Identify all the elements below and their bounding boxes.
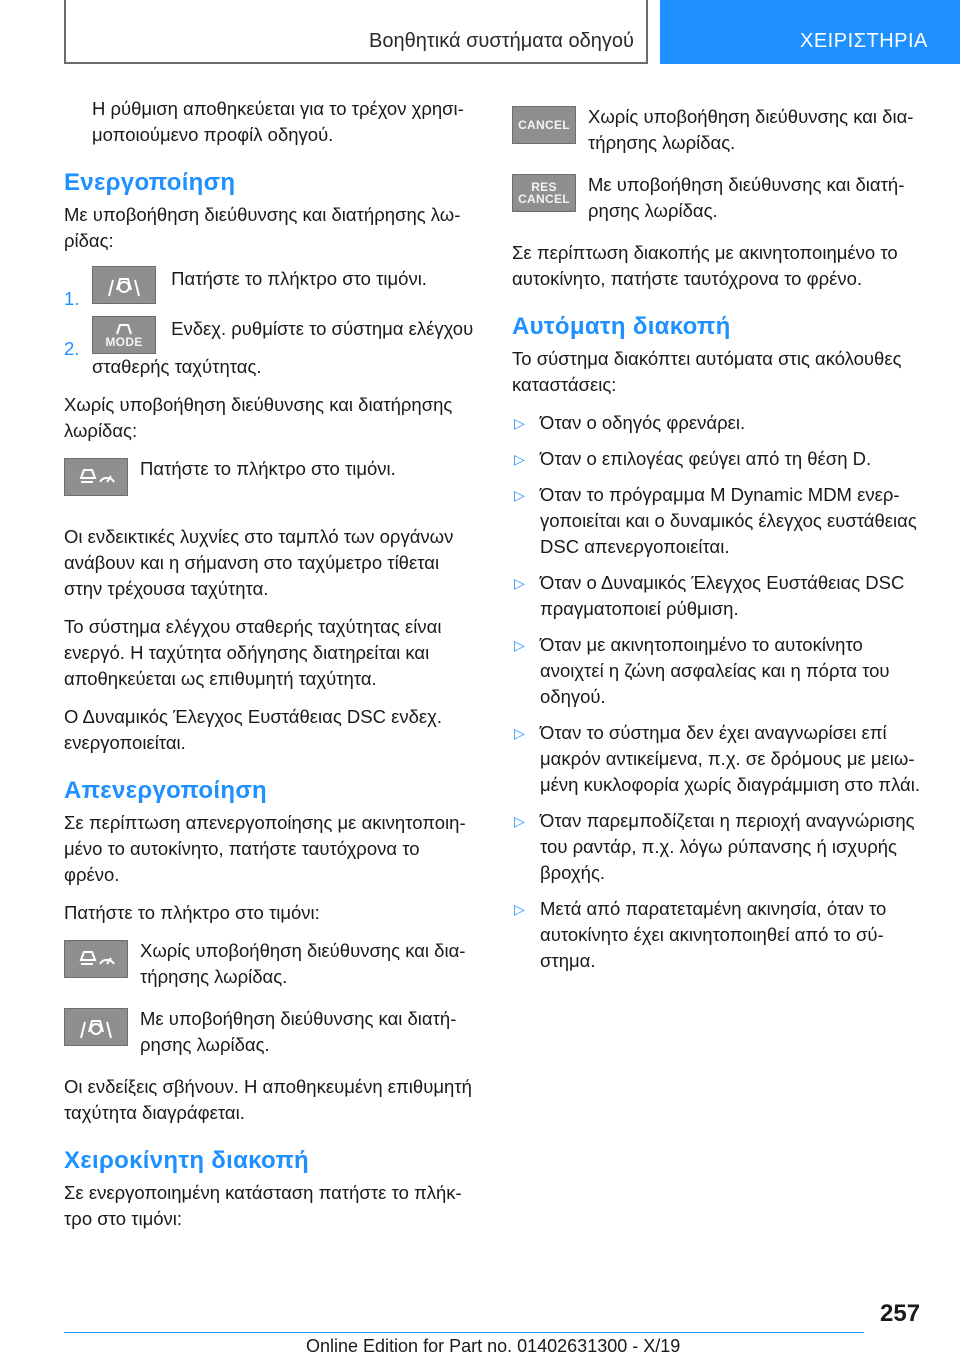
bullet-triangle-icon: ▷ bbox=[514, 725, 525, 741]
footer-edition: Online Edition for Part no. 01402631300 - X/19 bbox=[306, 1336, 681, 1356]
cancel-row bbox=[512, 104, 926, 156]
auto-interrupt-list bbox=[512, 410, 926, 974]
deactivation-option-1 bbox=[64, 938, 478, 990]
list-item: ▷ Όταν το σύστημα δεν έχει αναγνωρίσει επί μακρόν αντικείμενα, π.χ. σε δρόμους με μειωμένη κυκλοφορία χωρίς διαγράμμιση στο πλάι. bbox=[514, 722, 920, 795]
res-cancel-button-icon bbox=[512, 174, 576, 212]
right-paragraph-1: Σε περίπτωση διακοπής με ακινητοποιημένο το αυτοκίνητο, πατήστε ταυτόχρονα το φρένο. bbox=[512, 242, 898, 289]
activation-paragraph-2: Το σύστημα ελέγχου σταθερής ταχύτητας είναι ενεργό. Η ταχύτητα οδήγησης διατηρείται και αποθηκεύεται ως επιθυμητή ταχύτητα. bbox=[64, 616, 442, 689]
mode-button-label: MODE bbox=[105, 335, 143, 349]
deactivation-paragraph-3: Οι ενδείξεις σβήνουν. Η αποθηκευμένη επιθυμητή ταχύτητα διαγράφεται. bbox=[64, 1076, 472, 1123]
step-text: Ενδεχ. ρυθμίστε το σύστημα ελέγχου σταθερής ταχύτητας. bbox=[92, 318, 474, 377]
rescancel-text: Με υποβοήθηση διεύθυνσης και διατήρησης λωρίδας. bbox=[588, 174, 905, 221]
list-item: ▷ Όταν με ακινητοποιημένο το αυτοκίνητο ανοιχτεί η ζώνη ασφαλείας και η πόρτα του οδηγού. bbox=[514, 634, 890, 707]
header-section-box bbox=[64, 0, 648, 64]
list-item: ▷ Όταν παρεμποδίζεται η περιοχή αναγνώρισης του ραντάρ, π.χ. λόγω ρύπανσης ή ισχυρής βροχής. bbox=[514, 810, 915, 883]
step-number: 1. bbox=[64, 288, 80, 309]
manual-interrupt-heading: Χειροκίνητη διακοπή bbox=[64, 1147, 309, 1174]
activation-heading: Ενεργοποίηση bbox=[64, 169, 236, 196]
activation-lead: Με υποβοήθηση διεύθυνσης και διατήρησης λωρίδας: bbox=[64, 204, 461, 251]
bullet-triangle-icon: ▷ bbox=[514, 487, 525, 503]
cruise-control-button-icon bbox=[64, 458, 128, 496]
bullet-triangle-icon: ▷ bbox=[514, 637, 525, 653]
list-item: ▷ Όταν ο οδηγός φρενάρει. bbox=[512, 410, 926, 436]
page-number: 257 bbox=[880, 1300, 921, 1327]
footer-divider bbox=[64, 1332, 864, 1333]
list-item: ▷ Όταν το πρόγραμμα M Dynamic MDM ενεργοποιείται και ο δυναμικός έλεγχος ευστάθειας DSC απενεργοποιείται. bbox=[514, 484, 917, 557]
bullet-triangle-icon: ▷ bbox=[514, 901, 525, 917]
auto-interrupt-lead: Το σύστημα διακόπτει αυτόματα στις ακόλουθες καταστάσεις: bbox=[512, 348, 902, 395]
cancel-text: Χωρίς υποβοήθηση διεύθυνσης και διατήρησης λωρίδας. bbox=[588, 106, 914, 153]
steering-assist-button-icon bbox=[64, 1008, 128, 1046]
header-chapter-tab bbox=[660, 0, 960, 64]
list-item: ▷ Όταν ο επιλογέας φεύγει από τη θέση D. bbox=[512, 446, 926, 472]
bullet-triangle-icon: ▷ bbox=[514, 451, 525, 467]
activation-paragraph-3: Ο Δυναμικός Έλεγχος Ευστάθειας DSC ενδεχ. ενεργοποιείται. bbox=[64, 706, 442, 753]
bullet-triangle-icon: ▷ bbox=[514, 575, 525, 591]
left-column bbox=[64, 96, 478, 1244]
res-label: RES bbox=[531, 180, 557, 194]
without-assist-row bbox=[64, 456, 478, 508]
step-text: Πατήστε το πλήκτρο στο τιμόνι. bbox=[171, 268, 427, 289]
cancel-button-icon bbox=[512, 106, 576, 144]
activation-step-1 bbox=[64, 266, 478, 309]
right-column bbox=[512, 104, 926, 984]
deactivation-heading: Απενεργοποίηση bbox=[64, 777, 267, 804]
deactivation-paragraph-1: Σε περίπτωση απενεργοποίησης με ακινητοποιημένο το αυτοκίνητο, πατήστε ταυτόχρονα το φρένο. bbox=[64, 812, 466, 885]
manual-interrupt-paragraph: Σε ενεργοποιημένη κατάσταση πατήστε το πλήκτρο στο τιμόνι: bbox=[64, 1182, 462, 1229]
header-chapter-title: ΧΕΙΡΙΣΤΗΡΙΑ bbox=[800, 30, 928, 52]
list-item: ▷ Όταν ο Δυναμικός Έλεγχος Ευστάθειας DSC πραγματοποιεί ρύθμιση. bbox=[514, 572, 905, 619]
cancel-label: CANCEL bbox=[518, 192, 570, 206]
deactivation-option-2-text: Με υποβοήθηση διεύθυνσης και διατήρησης λωρίδας. bbox=[140, 1008, 457, 1055]
auto-interrupt-heading: Αυτόματη διακοπή bbox=[512, 313, 731, 340]
cancel-button-label: CANCEL bbox=[518, 118, 570, 132]
activation-paragraph-1: Οι ενδεικτικές λυχνίες στο ταμπλό των οργάνων ανάβουν και η σήμανση στο ταχύμετρο τίθεται στην τρέχουσα ταχύτητα. bbox=[64, 526, 454, 599]
deactivation-option-1-text: Χωρίς υποβοήθηση διεύθυνσης και διατήρησης λωρίδας. bbox=[140, 940, 466, 987]
rescancel-row bbox=[512, 172, 926, 224]
mode-button-icon bbox=[92, 316, 156, 354]
step-number: 2. bbox=[64, 338, 80, 359]
header-section-title: Βοηθητικά συστήματα οδηγού bbox=[369, 30, 634, 52]
deactivation-paragraph-2: Πατήστε το πλήκτρο στο τιμόνι: bbox=[64, 902, 320, 923]
without-assist-lead: Χωρίς υποβοήθηση διεύθυνσης και διατήρησης λωρίδας: bbox=[64, 394, 453, 441]
steering-assist-button-icon bbox=[92, 266, 156, 304]
bullet-triangle-icon: ▷ bbox=[514, 813, 525, 829]
without-assist-text: Πατήστε το πλήκτρο στο τιμόνι. bbox=[140, 458, 396, 479]
bullet-triangle-icon: ▷ bbox=[514, 415, 525, 431]
cruise-control-button-icon bbox=[64, 940, 128, 978]
list-item: ▷ Μετά από παρατεταμένη ακινησία, όταν το αυτοκίνητο έχει ακινητοποιηθεί από το σύστημα. bbox=[514, 898, 887, 971]
intro-paragraph: Η ρύθμιση αποθηκεύεται για το τρέχον χρησιμοποιούμενο προφίλ οδηγού. bbox=[92, 98, 464, 145]
deactivation-option-2 bbox=[64, 1006, 478, 1058]
activation-step-2 bbox=[64, 316, 478, 380]
